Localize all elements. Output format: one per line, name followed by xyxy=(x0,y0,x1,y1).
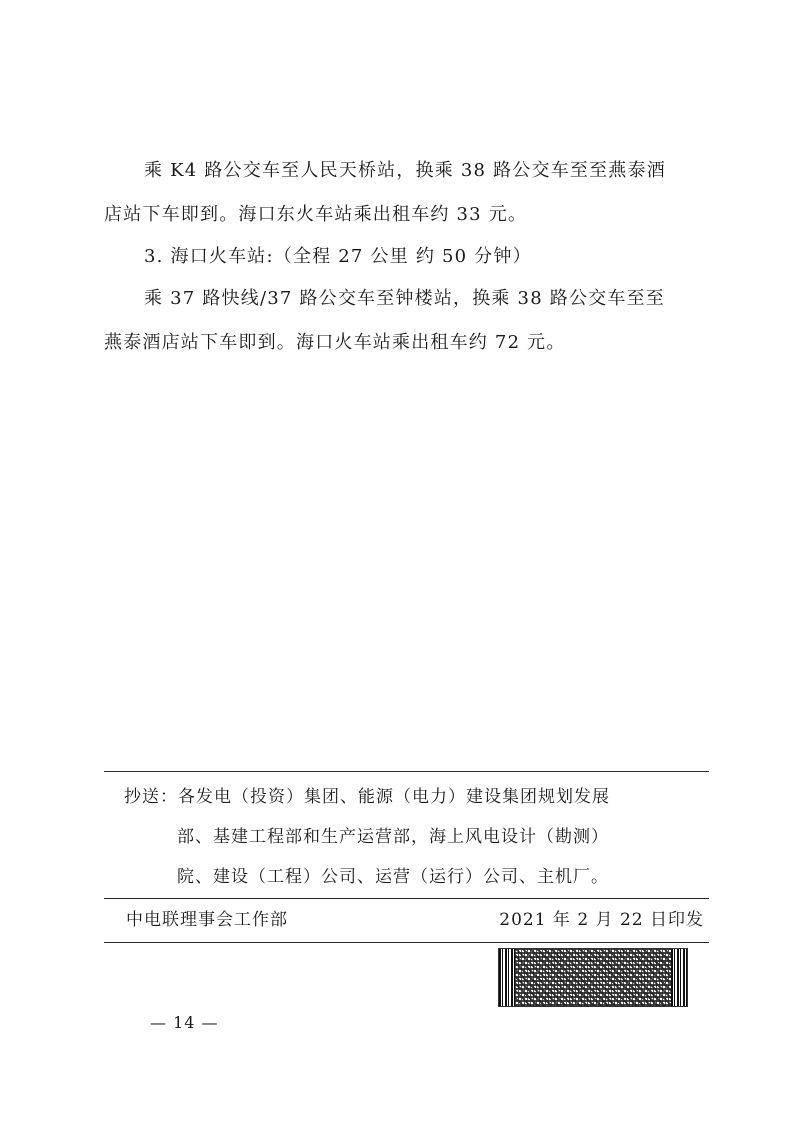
issue-date: 2021 年 2 月 22 日印发 xyxy=(499,910,704,930)
page-number: — 14 — xyxy=(150,1013,219,1032)
divider-top xyxy=(104,771,709,772)
cc-block xyxy=(124,777,714,897)
barcode-right-bars xyxy=(671,949,687,1006)
barcode-left-bars xyxy=(499,949,515,1006)
para-1-line-2: 店站下车即到。海口东火车站乘出租车约 33 元。 xyxy=(104,204,528,225)
para-3-line-1: 乘 37 路快线/37 路公交车至钟楼站，换乘 38 路公交车至至 xyxy=(144,288,665,309)
cc-line-2: 部、基建工程部和生产运营部，海上风电设计（勘测） xyxy=(177,827,609,847)
item-3-heading: 3. 海口火车站:（全程 27 公里 约 50 分钟） xyxy=(144,246,532,267)
para-1-line-1: 乘 K4 路公交车至人民天桥站，换乘 38 路公交车至至燕泰酒 xyxy=(144,160,666,181)
cc-text-1: 各发电（投资）集团、能源（电力）建设集团规划发展 xyxy=(178,787,610,807)
para-3-line-2: 燕泰酒店站下车即到。海口火车站乘出租车约 72 元。 xyxy=(104,332,566,353)
cc-line-1 xyxy=(124,777,714,817)
divider-bottom xyxy=(104,942,709,943)
cc-label: 抄送： xyxy=(124,787,178,807)
cc-line-3: 院、建设（工程）公司、运营（运行）公司、主机厂。 xyxy=(177,867,609,887)
barcode-pattern xyxy=(515,949,671,1006)
barcode-icon xyxy=(498,948,688,1007)
issuer: 中电联理事会工作部 xyxy=(126,910,288,930)
divider-middle xyxy=(104,898,709,899)
